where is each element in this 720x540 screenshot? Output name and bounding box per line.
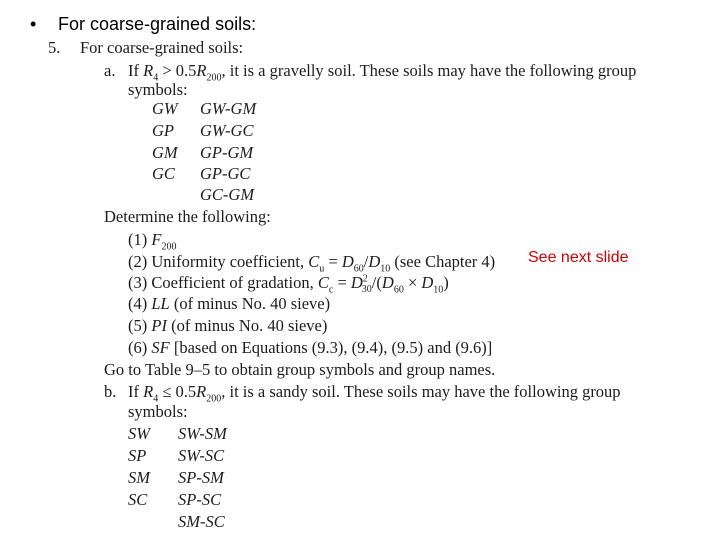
part-b-text: If $R_4 \le 0.5R_{200}$, it is a sandy soil. These soils may have the following group	[128, 382, 621, 405]
group-symbol: GP-GC	[200, 164, 251, 183]
goto-table-line: Go to Table 9–5 to obtain group symbols and group names.	[104, 360, 496, 379]
determine-item-1: (1) $F_{200}$	[128, 230, 177, 253]
group-symbol: SW	[128, 424, 150, 443]
determine-item-4: (4) LL (of minus No. 40 sieve)	[128, 294, 331, 313]
group-symbol: SW-SM	[178, 424, 227, 443]
group-symbol: GM	[152, 143, 178, 162]
group-symbol: GW-GM	[200, 99, 257, 118]
group-symbol: SM	[128, 468, 150, 487]
group-symbol: GC	[152, 164, 175, 183]
item-number: 5.	[48, 38, 61, 57]
group-symbol: SP	[128, 446, 147, 465]
determine-heading: Determine the following:	[104, 207, 271, 226]
bullet-marker: •	[30, 14, 37, 34]
part-b-letter: b.	[104, 382, 117, 401]
determine-item-2: (2) Uniformity coefficient, $C_u = D_{60}/D_{10}$ (see Chapter 4)	[128, 252, 496, 275]
group-symbol: GW	[152, 99, 178, 118]
group-symbol: SM-SC	[178, 512, 225, 531]
group-symbol: SP-SC	[178, 490, 222, 509]
part-a-letter: a.	[104, 61, 116, 80]
group-symbol: GC-GM	[200, 185, 255, 204]
part-b-continuation: symbols:	[128, 402, 188, 421]
item-heading: For coarse-grained soils:	[80, 38, 244, 57]
determine-item-6: (6) SF [based on Equations (9.3), (9.4), (9.5) and (9.6)]	[128, 338, 493, 357]
part-a-continuation: symbols:	[128, 80, 188, 99]
part-a-text: If $R_4 > 0.5R_{200}$, it is a gravelly soil. These soils may have the following group	[128, 61, 637, 84]
group-symbol: SC	[128, 490, 148, 509]
group-symbol: GP-GM	[200, 143, 254, 162]
slide-title-text: For coarse-grained soils:	[58, 14, 257, 34]
side-note: See next slide	[528, 249, 629, 266]
group-symbol: SW-SC	[178, 446, 225, 465]
group-symbol: GW-GC	[200, 121, 254, 140]
determine-item-3: (3) Coefficient of gradation, $C_c = D^2_{30}/(D_{60} \times D_{10})$	[128, 273, 449, 296]
group-symbol: GP	[152, 121, 174, 140]
group-symbol: SP-SM	[178, 468, 224, 487]
determine-item-5: (5) PI (of minus No. 40 sieve)	[128, 316, 328, 335]
